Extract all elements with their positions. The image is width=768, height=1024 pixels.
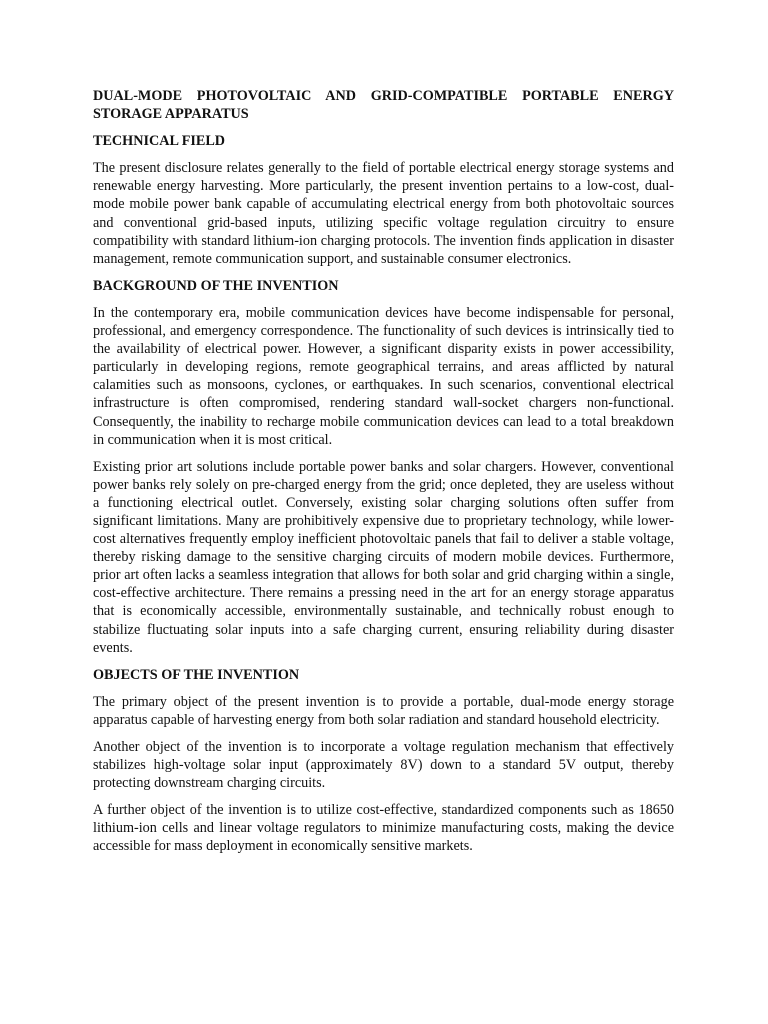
section-heading: OBJECTS OF THE INVENTION <box>93 666 300 683</box>
section-background <box>93 277 674 657</box>
document-title: DUAL-MODE PHOTOVOLTAIC AND GRID-COMPATIBLE PORTABLE ENERGY STORAGE APPARATUS <box>93 88 674 123</box>
paragraph: In the contemporary era, mobile communication devices have become indispensable for personal, professional, and emergency correspondence. The functionality of such devices is intrinsically tied to the availability of electrical power. However, a significant disparity exists in power accessibility, particularly in developing regions, remote geographical terrains, and areas afflicted by natural calamities such as monsoons, cyclones, or earthquakes. In such scenarios, conventional electrical infrastructure is often compromised, rendering standard wall-socket chargers non-functional. Consequently, the inability to recharge mobile communication devices can lead to a total breakdown in communication when it is most critical. <box>93 304 674 448</box>
section-heading: BACKGROUND OF THE INVENTION <box>93 277 339 294</box>
paragraph: Another object of the invention is to incorporate a voltage regulation mechanism that effectively stabilizes high-voltage solar input (approximately 8V) down to a standard 5V output, thereby protecting downstream charging circuits. <box>93 739 674 792</box>
section-technical-field <box>93 132 674 268</box>
paragraph: Existing prior art solutions include portable power banks and solar chargers. However, conventional power banks rely solely on pre-charged energy from the grid; once depleted, they are useless without a functioning electrical outlet. Conversely, existing solar charging solutions often suffer from significant limitations. Many are prohibitively expensive due to proprietary technology, while lower-cost alternatives frequently employ inefficient photovoltaic panels that fail to deliver a stable voltage, thereby risking damage to the sensitive charging circuits of modern mobile devices. Furthermore, prior art often lacks a seamless integration that allows for both solar and grid charging within a single, cost-effective architecture. There remains a pressing need in the art for an energy storage apparatus that is economically accessible, environmentally sustainable, and technically robust enough to stabilize fluctuating solar inputs into a safe charging current, ensuring reliability during disaster events. <box>93 458 674 656</box>
section-heading: TECHNICAL FIELD <box>93 133 226 150</box>
document-page <box>93 87 674 865</box>
paragraph: The primary object of the present invention is to provide a portable, dual-mode energy storage apparatus capable of harvesting energy from both solar radiation and standard household electricity. <box>93 693 674 728</box>
paragraph: A further object of the invention is to utilize cost-effective, standardized components such as 18650 lithium-ion cells and linear voltage regulators to minimize manufacturing costs, making the device accessible for mass deployment in economically sensitive markets. <box>93 802 674 855</box>
paragraph: The present disclosure relates generally to the field of portable electrical energy storage systems and renewable energy harvesting. More particularly, the present invention pertains to a low-cost, dual-mode mobile power bank capable of accumulating electrical energy from both photovoltaic sources and conventional grid-based inputs, utilizing specific voltage regulation circuitry to ensure compatibility with standard lithium-ion charging protocols. The invention finds application in disaster management, remote communication support, and sustainable consumer electronics. <box>93 160 674 267</box>
section-objects <box>93 666 674 856</box>
